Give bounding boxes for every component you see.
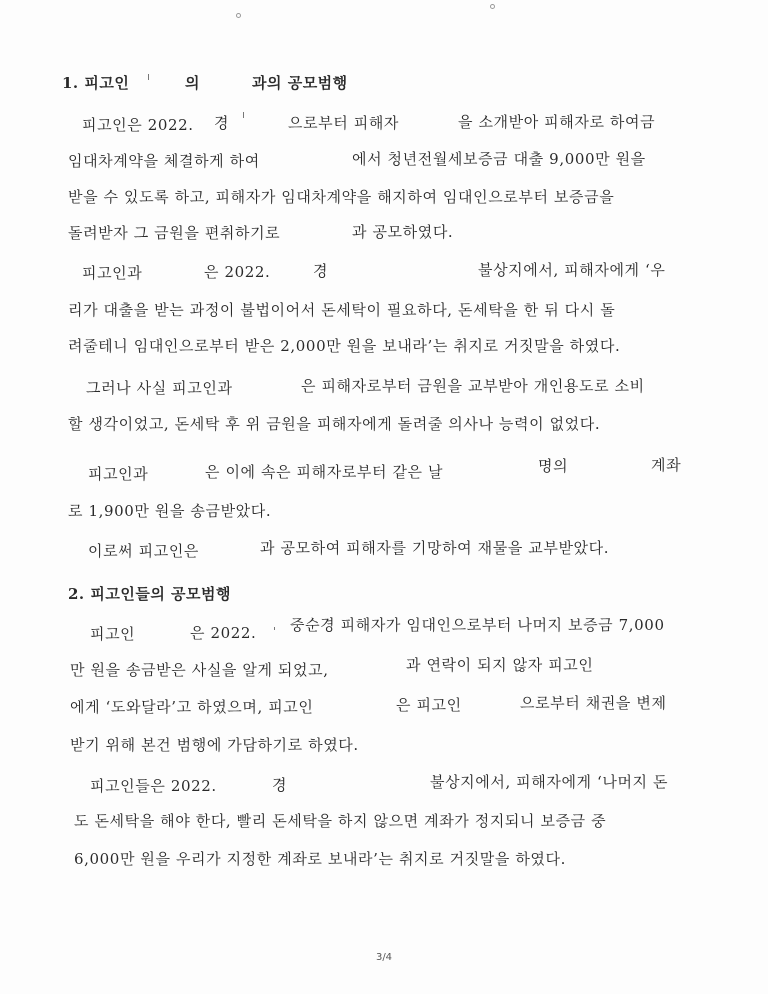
text-line-fragment: 과 연락이 되지 않자 피고인 xyxy=(406,656,594,674)
text-line-fragment: 불상지에서, 피해자에게 ‘나머지 돈 xyxy=(430,773,669,791)
text-line: 도 돈세탁을 해야 한다, 빨리 돈세탁을 하지 않으면 계좌가 정지되니 보증금 중 xyxy=(74,812,607,830)
text-line-fragment: 과 공모하여 피해자를 기망하여 재물을 교부받았다. xyxy=(260,539,610,557)
text-line-fragment: 에게 ‘도와달라’고 하였으며, 피고인 xyxy=(70,698,314,716)
text-line-fragment: 피고인과 xyxy=(82,264,143,282)
redaction-mark xyxy=(274,627,275,630)
text-line-fragment: 만 원을 송금받은 사실을 알게 되었고, xyxy=(70,661,329,679)
text-line-fragment: 그러나 사실 피고인과 xyxy=(86,379,233,397)
text-line-fragment: 으로부터 피해자 xyxy=(288,114,399,132)
text-line-fragment: 경 xyxy=(313,262,329,280)
text-line: 6,000만 원을 우리가 지정한 계좌로 보내라’는 취지로 거짓말을 하였다. xyxy=(74,850,566,868)
text-line-fragment: 피고인들은 2022. xyxy=(90,777,217,795)
text-line: 로 1,900만 원을 송금받았다. xyxy=(68,502,272,520)
scan-speck xyxy=(236,13,241,18)
redaction-mark xyxy=(243,112,244,118)
text-line-fragment: 과 공모하였다. xyxy=(352,223,454,241)
text-line-fragment: 은 피고인 xyxy=(396,696,462,714)
text-line-fragment: 을 소개받아 피해자로 하여금 xyxy=(458,113,656,131)
text-line-fragment: 피고인 xyxy=(90,625,136,643)
text-line-fragment: 에서 청년전월세보증금 대출 9,000만 원을 xyxy=(352,150,646,168)
text-line: 리가 대출을 받는 과정이 불법이어서 돈세탁이 필요하다, 돈세탁을 한 뒤 다시 돌 xyxy=(68,301,616,319)
text-line: 받을 수 있도록 하고, 피해자가 임대차계약을 해지하여 임대인으로부터 보증금을 xyxy=(68,188,615,206)
text-line-fragment: 은 이에 속은 피해자로부터 같은 날 xyxy=(205,463,444,481)
text-line-fragment: 경 xyxy=(214,114,230,132)
text-line-fragment: 명의 xyxy=(538,457,569,475)
section-2-heading: 2. 피고인들의 공모범행 xyxy=(68,585,232,603)
scan-speck xyxy=(490,4,495,9)
text-line-fragment: 으로부터 채권을 변제 xyxy=(520,694,667,712)
text-line-fragment: 피고인과 xyxy=(88,465,149,483)
text-line-fragment: 임대차계약을 체결하게 하여 xyxy=(68,152,260,170)
text-line: 받기 위해 본건 범행에 가담하기로 하였다. xyxy=(70,736,359,754)
text-line-fragment: 은 피해자로부터 금원을 교부받아 개인용도로 소비 xyxy=(301,377,645,395)
text-line-fragment: 불상지에서, 피해자에게 ‘우 xyxy=(478,261,666,279)
text-line-fragment: 이로써 피고인은 xyxy=(88,542,199,560)
text-line-fragment: 은 2022. xyxy=(190,624,257,642)
text-line-fragment: 계좌 xyxy=(651,456,682,474)
text-line: 려줄테니 임대인으로부터 받은 2,000만 원을 보내라’는 취지로 거짓말을 하였다. xyxy=(68,337,621,355)
page-number: 3/4 xyxy=(375,952,393,963)
text-line-fragment: 경 xyxy=(272,776,288,794)
text-line-fragment: 피고인은 2022. xyxy=(82,116,194,134)
text-line-fragment: 돌려받자 그 금원을 편취하기로 xyxy=(68,224,281,242)
section-1-heading-part-c: 과의 공모범행 xyxy=(252,74,348,92)
section-1-heading-part-b: 의 xyxy=(185,74,200,92)
text-line-fragment: 은 2022. xyxy=(204,263,271,281)
text-line: 할 생각이었고, 돈세탁 후 위 금원을 피해자에게 돌려줄 의사나 능력이 없었다. xyxy=(68,415,601,433)
redaction-mark xyxy=(148,74,149,80)
text-line-fragment: 중순경 피해자가 임대인으로부터 나머지 보증금 7,000 xyxy=(290,616,665,634)
section-1-heading-part-a: 1. 피고인 xyxy=(62,74,130,92)
